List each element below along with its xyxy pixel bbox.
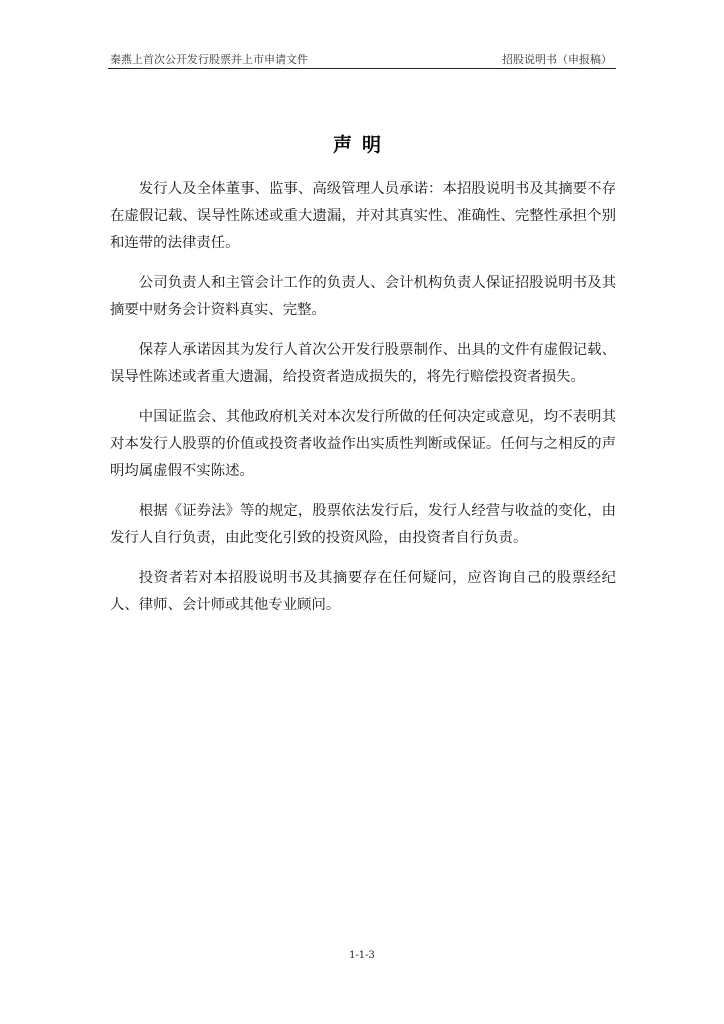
declaration-body	[110, 176, 616, 632]
header-document-name: 秦燕上首次公开发行股票并上市申请文件	[110, 53, 308, 66]
paragraph-financial-guarantee: 公司负责人和主管会计工作的负责人、会计机构负责人保证招股说明书及其摘要中财务会计资料真实、完整。	[110, 275, 616, 318]
page-number: 1-1-3	[349, 950, 375, 961]
header-document-type: 招股说明书（申报稿）	[502, 53, 612, 66]
paragraph-issuer-commitment: 发行人及全体董事、监事、高级管理人员承诺：本招股说明书及其摘要不存在虚假记载、误导性陈述或重大遗漏，并对其真实性、准确性、完整性承担个别和连带的法律责任。	[110, 181, 616, 251]
running-header	[108, 50, 616, 69]
paragraph-investor-advice: 投资者若对本招股说明书及其摘要存在任何疑问，应咨询自己的股票经纪人、律师、会计师或其他专业顾问。	[110, 570, 616, 613]
paragraph-sponsor-commitment: 保荐人承诺因其为发行人首次公开发行股票制作、出具的文件有虚假记载、误导性陈述或者重大遗漏，给投资者造成损失的，将先行赔偿投资者损失。	[110, 342, 616, 385]
paragraph-regulator-disclaimer: 中国证监会、其他政府机关对本次发行所做的任何决定或意见，均不表明其对本发行人股票的价值或投资者收益作出实质性判断或保证。任何与之相反的声明均属虚假不实陈述。	[110, 409, 616, 479]
paragraph-investment-risk: 根据《证券法》等的规定，股票依法发行后，发行人经营与收益的变化，由发行人自行负责，由此变化引致的投资风险，由投资者自行负责。	[110, 503, 616, 546]
page-title: 声明	[332, 134, 391, 156]
